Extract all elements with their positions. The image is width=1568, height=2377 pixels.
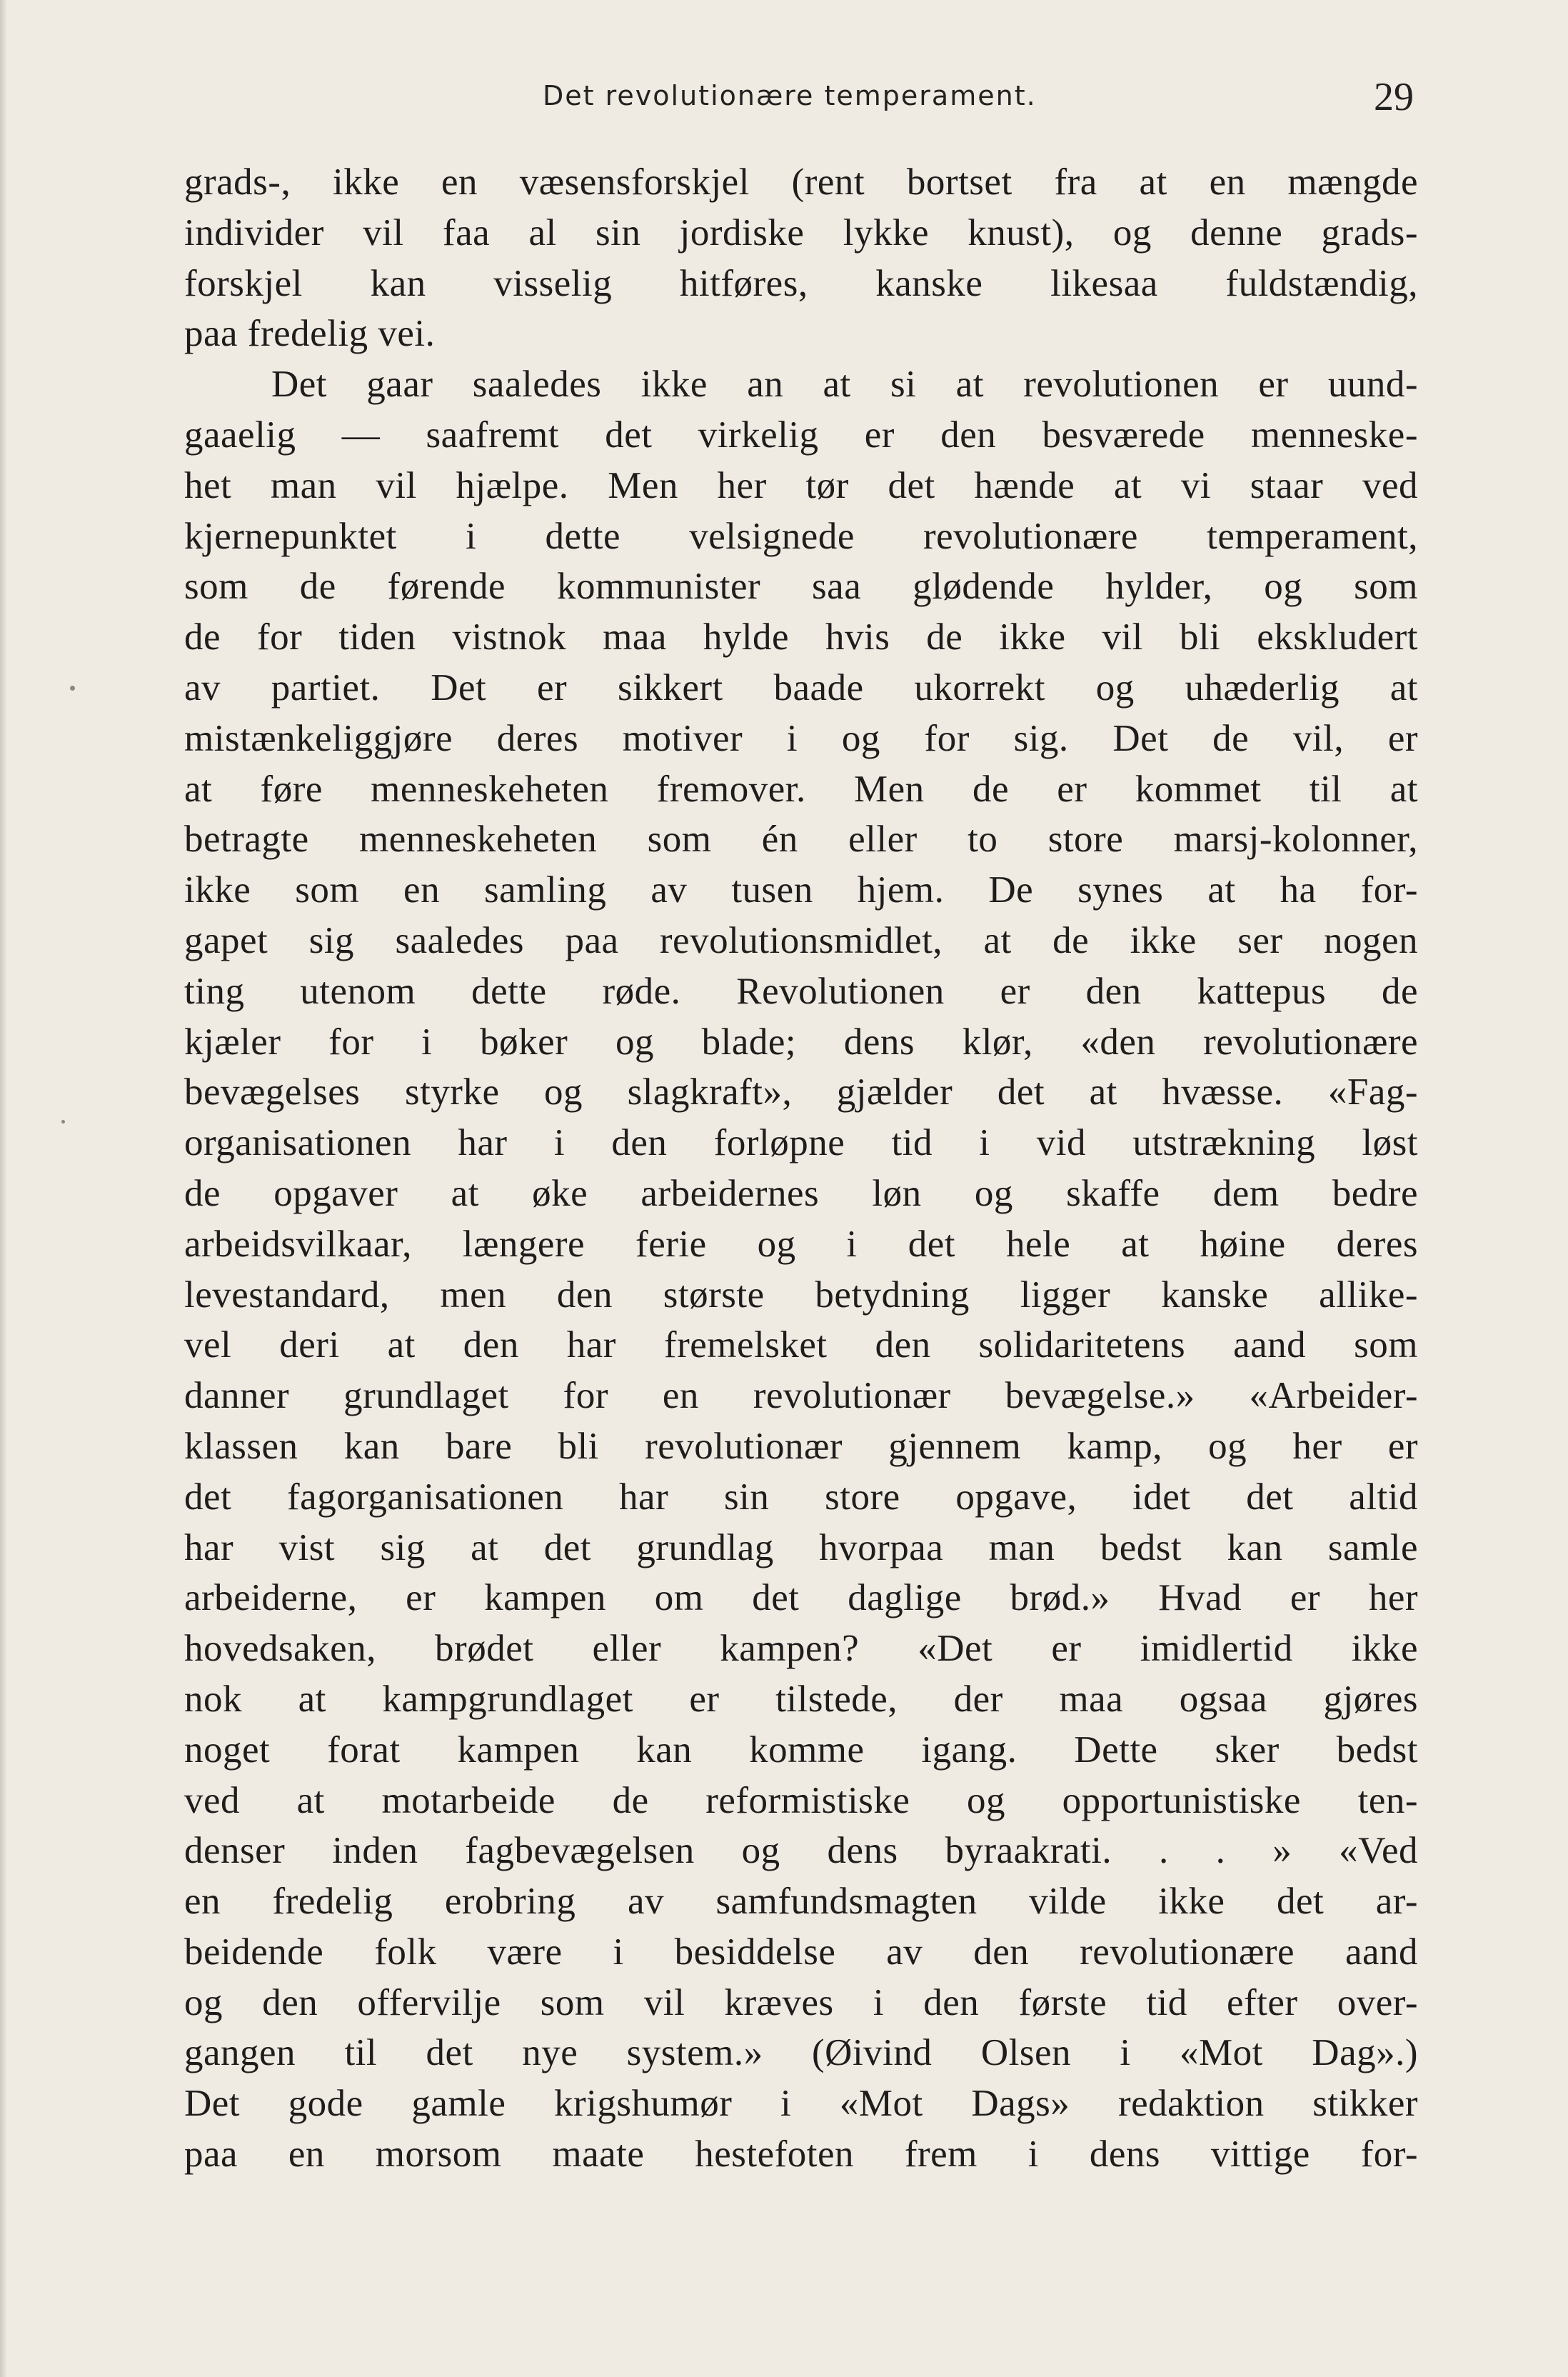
text-line: grads-, ikke en væsensforskjel (rent bortset fra at en mængde — [184, 161, 1418, 203]
text-line: paa en morsom maate hestefoten frem i dens vittige for- — [184, 2133, 1418, 2176]
page-number: 29 — [1374, 75, 1414, 119]
text-line: Det gode gamle krigshumør i «Mot Dags» redaktion stikker — [184, 2083, 1418, 2125]
text-line: beidende folk være i besiddelse av den revolutionære aand — [184, 1931, 1418, 1973]
text-line: har vist sig at det grundlag hvorpaa man bedst kan samle — [184, 1526, 1418, 1568]
text-line: vel deri at den har fremelsket den solidaritetens aand som — [184, 1324, 1418, 1366]
text-line: av partiet. Det er sikkert baade ukorrekt og uhæderlig at — [184, 666, 1418, 709]
body-text — [184, 157, 1418, 2180]
text-line: individer vil faa al sin jordiske lykke knust), og denne grads- — [184, 211, 1418, 254]
text-line: ved at motarbeide de reformistiske og opportunistiske ten- — [184, 1779, 1418, 1821]
text-line: forskjel kan visselig hitføres, kanske likesaa fuldstændig, — [184, 262, 1418, 304]
text-line: denser inden fagbevægelsen og dens byraakrati. . . » «Ved — [184, 1830, 1418, 1872]
text-line: levestandard, men den største betydning ligger kanske allike- — [184, 1273, 1418, 1316]
text-line: arbeiderne, er kampen om det daglige brød.» Hvad er her — [184, 1577, 1418, 1619]
text-line: en fredelig erobring av samfundsmagten vilde ikke det ar- — [184, 1881, 1418, 1923]
text-line: het man vil hjælpe. Men her tør det hænde at vi staar ved — [184, 464, 1418, 506]
text-line: ikke som en samling av tusen hjem. De synes at ha for- — [184, 869, 1418, 911]
paper-speck — [70, 686, 75, 691]
text-line: danner grundlaget for en revolutionær bevægelse.» «Arbeider- — [184, 1375, 1418, 1417]
text-line: kjernepunktet i dette velsignede revolutionære temperament, — [184, 515, 1418, 557]
text-line: bevægelses styrke og slagkraft», gjælder det at hvæsse. «Fag- — [184, 1071, 1418, 1114]
text-line: det fagorganisationen har sin store opgave, idet det altid — [184, 1476, 1418, 1518]
page-header — [171, 74, 1414, 131]
text-line: ting utenom dette røde. Revolutionen er den kattepus de — [184, 970, 1418, 1012]
text-line: som de førende kommunister saa glødende hylder, og som — [184, 566, 1418, 608]
text-line: og den offervilje som vil kræves i den første tid efter over- — [184, 1981, 1418, 2023]
text-line: arbeidsvilkaar, længere ferie og i det hele at høine deres — [184, 1223, 1418, 1265]
text-line: noget forat kampen kan komme igang. Dette sker bedst — [184, 1728, 1418, 1771]
page-gutter-shadow — [0, 0, 7, 2377]
text-line: mistænkeliggjøre deres motiver i og for sig. Det de vil, er — [184, 717, 1418, 759]
text-line: at føre menneskeheten fremover. Men de er kommet til at — [184, 768, 1418, 810]
text-line: Det gaar saaledes ikke an at si at revolutionen er uund- — [271, 364, 1418, 406]
running-head: Det revolutionære temperament. — [543, 80, 1037, 111]
text-line: gapet sig saaledes paa revolutionsmidlet, at de ikke ser nogen — [184, 919, 1418, 961]
text-line: nok at kampgrundlaget er tilstede, der maa ogsaa gjøres — [184, 1678, 1418, 1720]
text-line: gaaelig — saafremt det virkelig er den besværede menneske- — [184, 414, 1418, 456]
text-line: kjæler for i bøker og blade; dens klør, «den revolutionære — [184, 1021, 1418, 1063]
text-line: betragte menneskeheten som én eller to store marsj-kolonner, — [184, 819, 1418, 861]
paper-speck — [61, 1120, 65, 1124]
text-line: organisationen har i den forløpne tid i vid utstrækning løst — [184, 1122, 1418, 1164]
text-line: hovedsaken, brødet eller kampen? «Det er imidlertid ikke — [184, 1628, 1418, 1670]
text-line: de for tiden vistnok maa hylde hvis de ikke vil bli ekskludert — [184, 616, 1418, 659]
text-line: gangen til det nye system.» (Øivind Olsen i «Mot Dag».) — [184, 2032, 1418, 2074]
text-line: paa fredelig vei. — [184, 313, 436, 355]
text-line: klassen kan bare bli revolutionær gjennem kamp, og her er — [184, 1425, 1418, 1467]
text-line: de opgaver at øke arbeidernes løn og skaffe dem bedre — [184, 1172, 1418, 1214]
